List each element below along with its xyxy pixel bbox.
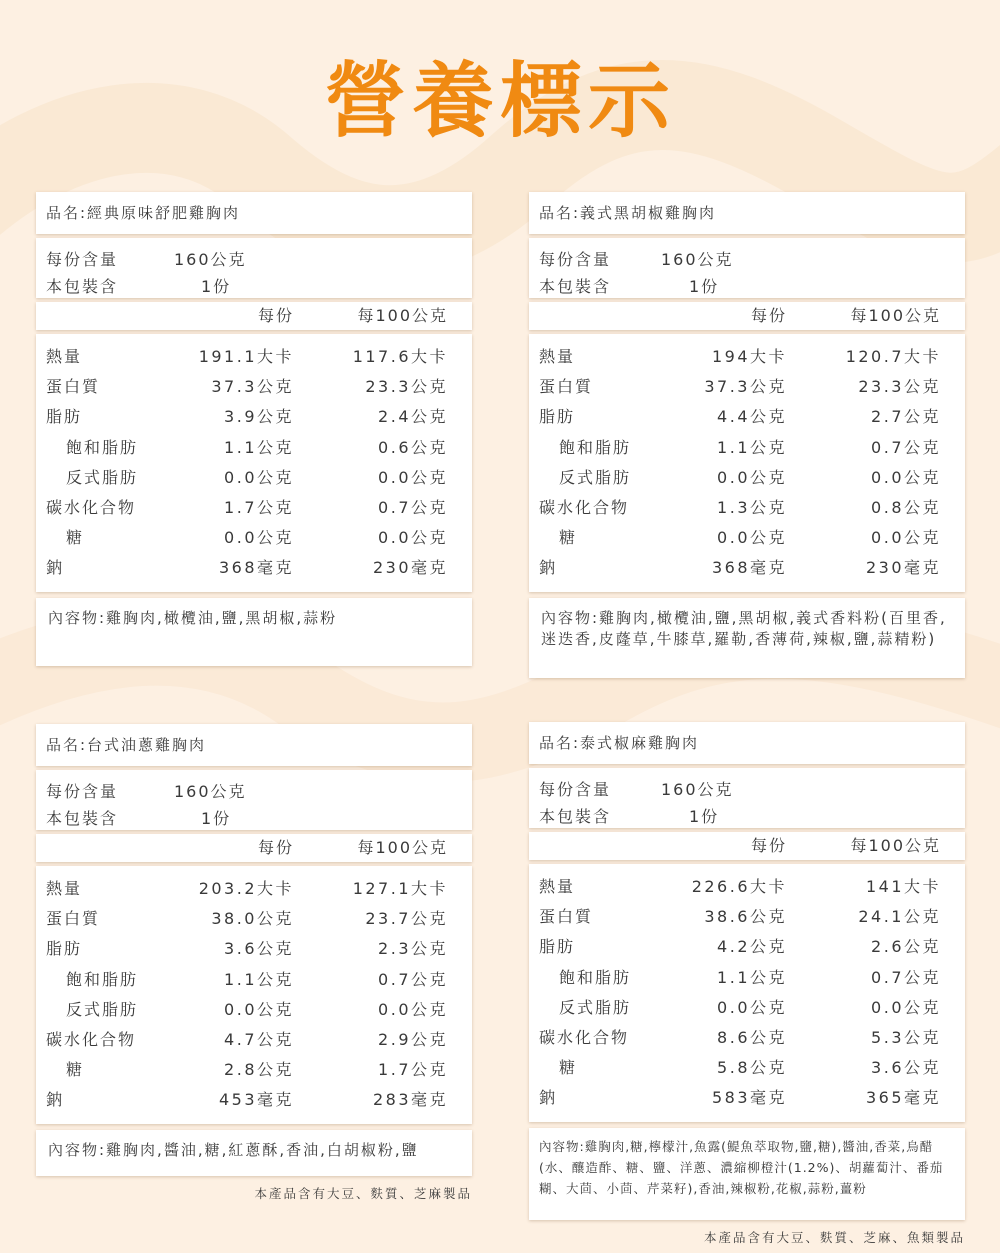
column-header — [36, 302, 472, 330]
per-100g-value: 0.0公克 — [871, 528, 941, 548]
per-100g-value: 0.7公克 — [378, 497, 448, 517]
per-100g-value: 2.6公克 — [871, 937, 941, 957]
per-100g-value: 2.7公克 — [871, 407, 941, 427]
nutrient-label: 蛋白質 — [46, 377, 101, 397]
nutrient-table — [36, 334, 472, 592]
per-100g-value: 2.9公克 — [378, 1029, 448, 1049]
nutrient-label: 熱量 — [539, 347, 576, 366]
per-serving-value: 368毫克 — [711, 558, 787, 578]
nutrient-label: 反式脂肪 — [559, 467, 632, 487]
per-serving-value: 37.3公克 — [211, 377, 294, 397]
nutrient-row — [36, 493, 472, 523]
per-100g-value: 0.7公克 — [871, 967, 941, 987]
serving-box — [529, 238, 965, 298]
per-serving-header: 每份 — [750, 836, 787, 855]
per-100g-header: 每100公克 — [850, 306, 941, 325]
nutrient-row — [36, 965, 472, 995]
per-100g-value: 127.1大卡 — [352, 879, 448, 898]
nutrient-label: 脂肪 — [539, 937, 576, 957]
nutrient-row — [36, 433, 472, 463]
per-serving-value: 0.0公克 — [224, 467, 294, 487]
nutrient-label: 鈉 — [539, 558, 558, 578]
per-serving-value: 0.0公克 — [717, 467, 787, 487]
nutrient-row — [529, 402, 965, 432]
per-serving-value: 3.9公克 — [224, 407, 294, 427]
page-title: 營養標示 — [323, 54, 676, 149]
serving-value: 160公克 — [174, 782, 247, 801]
per-100g-value: 0.0公克 — [378, 467, 448, 487]
per-serving-value: 1.1公克 — [717, 437, 787, 457]
per-100g-value: 23.3公克 — [858, 377, 941, 397]
per-serving-value: 368毫克 — [218, 558, 294, 578]
per-serving-value: 0.0公克 — [717, 997, 787, 1017]
per-serving-value: 1.7公克 — [224, 497, 294, 517]
per-serving-value: 0.0公克 — [717, 528, 787, 548]
serving-value: 160公克 — [661, 780, 734, 799]
per-100g-value: 365毫克 — [865, 1088, 941, 1108]
ingredients: 內容物:雞胸肉,醬油,糖,紅蔥酥,香油,白胡椒粉,鹽 — [36, 1130, 472, 1176]
per-serving-value: 37.3公克 — [704, 377, 787, 397]
per-100g-value: 23.7公克 — [365, 909, 448, 929]
servings-per-pack-label: 本包裝含 — [46, 277, 119, 296]
nutrient-label: 碳水化合物 — [539, 497, 630, 517]
product-name: 品名:經典原味舒肥雞胸肉 — [36, 192, 472, 234]
per-serving-value: 226.6大卡 — [691, 877, 787, 896]
nutrient-table — [529, 864, 965, 1122]
servings-per-pack-value: 1份 — [689, 277, 720, 296]
serving-value: 160公克 — [174, 250, 247, 269]
per-100g-header: 每100公克 — [357, 306, 448, 325]
nutrient-row — [36, 1055, 472, 1085]
column-header — [529, 302, 965, 330]
per-serving-value: 203.2大卡 — [198, 879, 294, 898]
per-100g-header: 每100公克 — [357, 838, 448, 857]
nutrient-label: 蛋白質 — [539, 907, 594, 927]
per-100g-value: 2.4公克 — [378, 407, 448, 427]
nutrient-row — [36, 995, 472, 1025]
per-serving-value: 8.6公克 — [717, 1027, 787, 1047]
serving-box — [36, 238, 472, 298]
nutrient-label: 鈉 — [46, 558, 65, 578]
nutrient-label: 碳水化合物 — [46, 1029, 137, 1049]
per-100g-value: 5.3公克 — [871, 1027, 941, 1047]
per-serving-value: 583毫克 — [711, 1088, 787, 1108]
nutrient-row — [529, 1083, 965, 1113]
nutrient-label: 糖 — [559, 528, 578, 548]
per-100g-value: 23.3公克 — [365, 377, 448, 397]
nutrient-row — [36, 523, 472, 553]
per-serving-value: 4.4公克 — [717, 407, 787, 427]
per-serving-value: 1.1公克 — [717, 967, 787, 987]
nutrient-row — [529, 963, 965, 993]
nutrient-table — [529, 334, 965, 592]
per-serving-value: 0.0公克 — [224, 528, 294, 548]
nutrient-label: 飽和脂肪 — [66, 969, 139, 989]
nutrient-label: 蛋白質 — [539, 377, 594, 397]
per-serving-value: 3.6公克 — [224, 939, 294, 959]
nutrient-label: 熱量 — [46, 879, 83, 898]
per-100g-value: 24.1公克 — [858, 907, 941, 927]
serving-label: 每份含量 — [46, 782, 119, 801]
per-serving-value: 1.3公克 — [717, 497, 787, 517]
nutrient-row — [529, 523, 965, 553]
servings-per-pack-label: 本包裝含 — [539, 277, 612, 296]
per-serving-value: 38.6公克 — [704, 907, 787, 927]
per-serving-value: 4.2公克 — [717, 937, 787, 957]
per-serving-value: 0.0公克 — [224, 999, 294, 1019]
ingredients: 內容物:雞胸肉,糖,檸檬汁,魚露(鯷魚萃取物,鹽,糖),醬油,香菜,烏醋(水、釀造酢、糖、鹽、洋蔥、濃縮柳橙汁(1.2%)、胡蘿蔔汁、番茄糊、大茴、小茴、芹菜籽),香油,辣椒粉,花椒,蒜粉,薑粉 — [529, 1128, 965, 1220]
per-100g-value: 2.3公克 — [378, 939, 448, 959]
nutrient-label: 碳水化合物 — [539, 1027, 630, 1047]
serving-value: 160公克 — [661, 250, 734, 269]
nutrient-label: 熱量 — [46, 347, 83, 366]
ingredients: 內容物:雞胸肉,橄欖油,鹽,黑胡椒,蒜粉 — [36, 598, 472, 666]
nutrient-label: 脂肪 — [46, 407, 83, 427]
nutrient-row — [36, 372, 472, 402]
nutrient-row — [36, 934, 472, 964]
nutrient-row — [529, 342, 965, 372]
nutrient-row — [36, 874, 472, 904]
per-serving-header: 每份 — [257, 838, 294, 857]
per-serving-value: 38.0公克 — [211, 909, 294, 929]
per-100g-value: 0.0公克 — [871, 467, 941, 487]
per-serving-value: 5.8公克 — [717, 1058, 787, 1078]
nutrient-row — [36, 342, 472, 372]
nutrient-label: 飽和脂肪 — [559, 967, 632, 987]
servings-per-pack-label: 本包裝含 — [539, 807, 612, 826]
nutrient-row — [529, 1053, 965, 1083]
nutrient-label: 熱量 — [539, 877, 576, 896]
product-name: 品名:泰式椒麻雞胸肉 — [529, 722, 965, 764]
serving-label: 每份含量 — [539, 250, 612, 269]
nutrient-label: 蛋白質 — [46, 909, 101, 929]
nutrient-row — [529, 932, 965, 962]
allergen-notice: 本產品含有大豆、麩質、芝麻製品 — [254, 1186, 472, 1201]
per-100g-value: 230毫克 — [372, 558, 448, 578]
servings-per-pack-value: 1份 — [201, 277, 232, 296]
per-100g-value: 0.0公克 — [378, 999, 448, 1019]
nutrient-row — [36, 463, 472, 493]
per-100g-value: 3.6公克 — [871, 1058, 941, 1078]
serving-box — [36, 770, 472, 830]
per-serving-header: 每份 — [750, 306, 787, 325]
nutrient-row — [529, 872, 965, 902]
per-100g-value: 0.8公克 — [871, 497, 941, 517]
nutrient-label: 反式脂肪 — [66, 999, 139, 1019]
nutrient-row — [529, 463, 965, 493]
per-100g-value: 120.7大卡 — [845, 347, 941, 366]
per-100g-value: 141大卡 — [865, 877, 941, 896]
nutrient-row — [529, 493, 965, 523]
per-serving-value: 194大卡 — [711, 347, 787, 366]
per-100g-value: 283毫克 — [372, 1090, 448, 1110]
nutrient-row — [529, 993, 965, 1023]
servings-per-pack-label: 本包裝含 — [46, 809, 119, 828]
per-100g-value: 1.7公克 — [378, 1060, 448, 1080]
per-100g-header: 每100公克 — [850, 836, 941, 855]
nutrient-row — [36, 402, 472, 432]
servings-per-pack-value: 1份 — [689, 807, 720, 826]
nutrient-label: 脂肪 — [539, 407, 576, 427]
nutrient-label: 反式脂肪 — [66, 467, 139, 487]
nutrient-label: 鈉 — [539, 1088, 558, 1108]
nutrient-label: 飽和脂肪 — [66, 437, 139, 457]
nutrient-row — [529, 433, 965, 463]
nutrient-row — [36, 904, 472, 934]
serving-box — [529, 768, 965, 828]
per-100g-value: 117.6大卡 — [352, 347, 448, 366]
servings-per-pack-value: 1份 — [201, 809, 232, 828]
per-serving-value: 4.7公克 — [224, 1029, 294, 1049]
nutrient-label: 鈉 — [46, 1090, 65, 1110]
nutrient-label: 反式脂肪 — [559, 997, 632, 1017]
per-serving-header: 每份 — [257, 306, 294, 325]
serving-label: 每份含量 — [539, 780, 612, 799]
nutrient-row — [36, 553, 472, 583]
nutrient-label: 糖 — [559, 1058, 578, 1078]
per-100g-value: 0.6公克 — [378, 437, 448, 457]
serving-label: 每份含量 — [46, 250, 119, 269]
nutrient-label: 脂肪 — [46, 939, 83, 959]
per-100g-value: 0.7公克 — [378, 969, 448, 989]
per-serving-value: 191.1大卡 — [198, 347, 294, 366]
nutrient-label: 糖 — [66, 528, 85, 548]
nutrient-row — [529, 372, 965, 402]
nutrient-label: 碳水化合物 — [46, 497, 137, 517]
ingredients: 內容物:雞胸肉,橄欖油,鹽,黑胡椒,義式香料粉(百里香,迷迭香,皮蕯草,牛膝草,羅勒,香薄荷,辣椒,鹽,蒜精粉) — [529, 598, 965, 678]
per-serving-value: 453毫克 — [218, 1090, 294, 1110]
per-serving-value: 1.1公克 — [224, 969, 294, 989]
nutrient-label: 糖 — [66, 1060, 85, 1080]
per-100g-value: 230毫克 — [865, 558, 941, 578]
column-header — [36, 834, 472, 862]
column-header — [529, 832, 965, 860]
nutrient-row — [36, 1085, 472, 1115]
nutrient-row — [529, 902, 965, 932]
nutrient-row — [36, 1025, 472, 1055]
nutrient-table — [36, 866, 472, 1124]
allergen-notice: 本產品含有大豆、麩質、芝麻、魚類製品 — [703, 1230, 965, 1245]
per-100g-value: 0.7公克 — [871, 437, 941, 457]
per-serving-value: 2.8公克 — [224, 1060, 294, 1080]
product-name: 品名:台式油蔥雞胸肉 — [36, 724, 472, 766]
nutrient-row — [529, 553, 965, 583]
nutrient-label: 飽和脂肪 — [559, 437, 632, 457]
per-serving-value: 1.1公克 — [224, 437, 294, 457]
product-name: 品名:義式黑胡椒雞胸肉 — [529, 192, 965, 234]
nutrient-row — [529, 1023, 965, 1053]
per-100g-value: 0.0公克 — [378, 528, 448, 548]
per-100g-value: 0.0公克 — [871, 997, 941, 1017]
